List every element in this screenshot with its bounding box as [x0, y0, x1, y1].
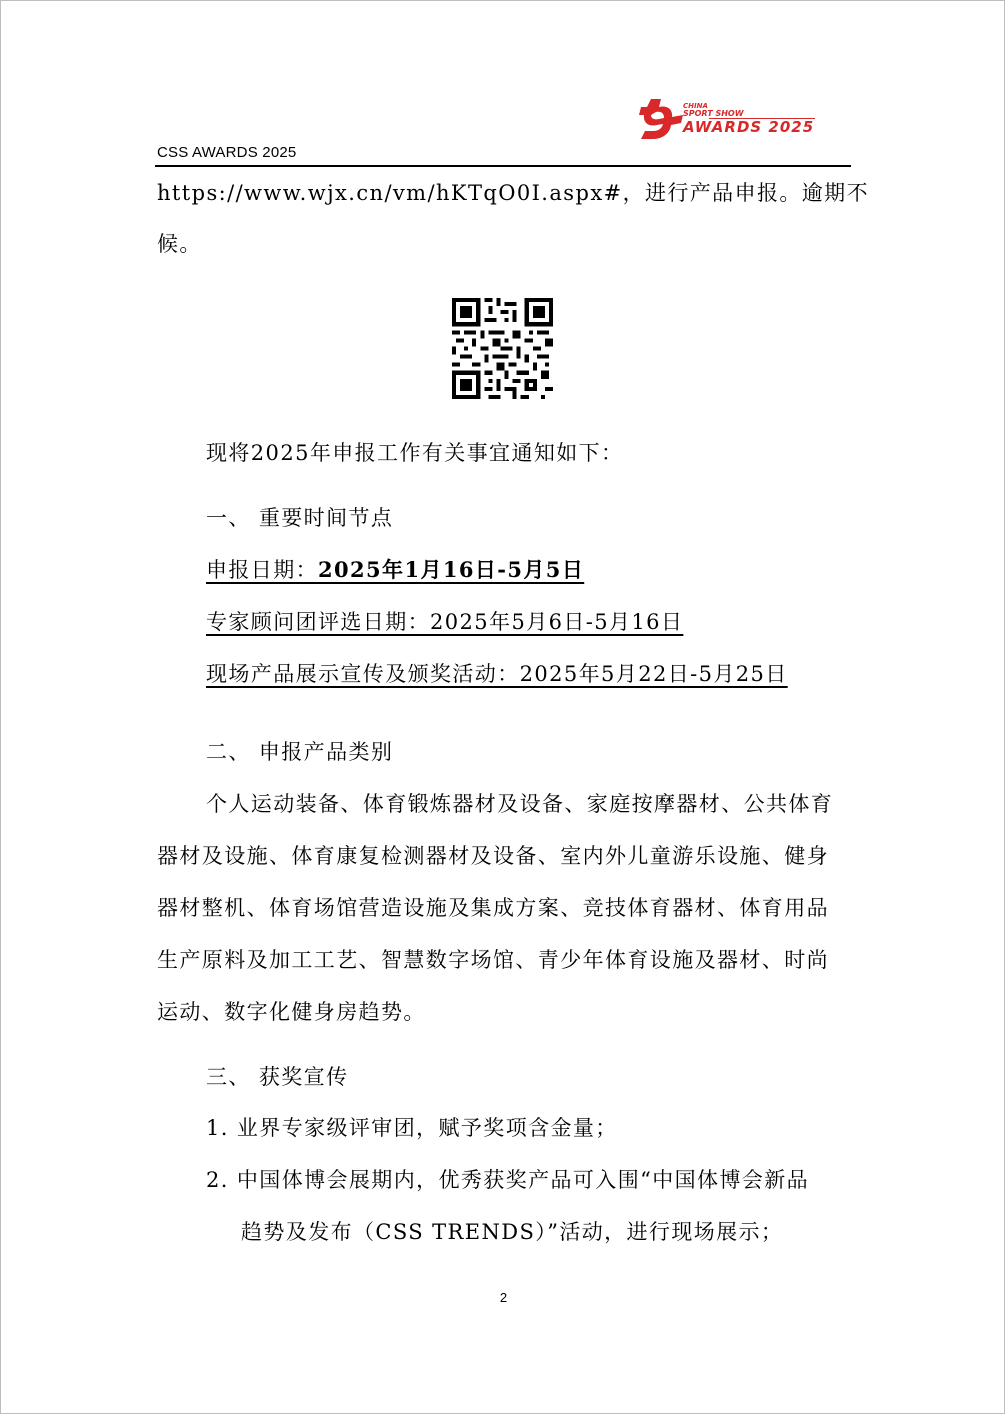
expert-review-date: 专家顾问团评选日期：2025年5月6日-5月16日 — [206, 610, 684, 634]
logo-sport-show-text: SPORT SHOW — [683, 109, 744, 118]
category-line: 器材及设施、体育康复检测器材及设备、室内外儿童游乐设施、健身 — [157, 844, 829, 868]
award-benefit-item: 1. 业界专家级评审团，赋予奖项含金量； — [206, 1116, 618, 1140]
award-benefit-item-cont: 趋势及发布（CSS TRENDS）”活动，进行现场展示； — [241, 1220, 784, 1244]
url-line: https://www.wjx.cn/vm/hKTqO0I.aspx#，进行产品申报。逾期不 — [157, 181, 869, 205]
category-line: 器材整机、体育场馆营造设施及集成方案、竞技体育器材、体育用品 — [157, 896, 829, 920]
logo-awards-text: AWARDS 2025 — [683, 118, 815, 136]
section-1-heading: 一、 重要时间节点 — [206, 506, 394, 530]
award-benefit-item: 2. 中国体博会展期内，优秀获奖产品可入围“中国体博会新品 — [206, 1168, 810, 1192]
section-3-heading: 三、 获奖宣传 — [206, 1065, 349, 1089]
intro-text: 现将2025年申报工作有关事宜通知如下： — [206, 441, 624, 465]
qr-code-icon — [452, 298, 553, 399]
submission-date-value: 2025年1月16日-5月5日 — [318, 557, 585, 582]
header-label: CSS AWARDS 2025 — [157, 144, 297, 161]
category-line: 个人运动装备、体育锻炼器材及设备、家庭按摩器材、公共体育 — [206, 792, 834, 816]
category-line: 运动、数字化健身房趋势。 — [157, 1000, 426, 1024]
css-awards-logo — [637, 97, 821, 145]
header-divider — [155, 165, 851, 167]
exhibition-award-date: 现场产品展示宣传及颁奖活动：2025年5月22日-5月25日 — [206, 662, 788, 686]
css-logo-mark-icon — [637, 97, 683, 141]
logo-china-text: CHINA — [683, 102, 708, 110]
section-2-heading: 二、 申报产品类别 — [206, 740, 394, 764]
submission-date — [206, 556, 584, 584]
category-line: 生产原料及加工工艺、智慧数字场馆、青少年体育设施及器材、时尚 — [157, 948, 829, 972]
submission-date-label: 申报日期： — [206, 558, 318, 582]
url-line-continued: 候。 — [157, 232, 202, 256]
page-number: 2 — [499, 1290, 508, 1305]
